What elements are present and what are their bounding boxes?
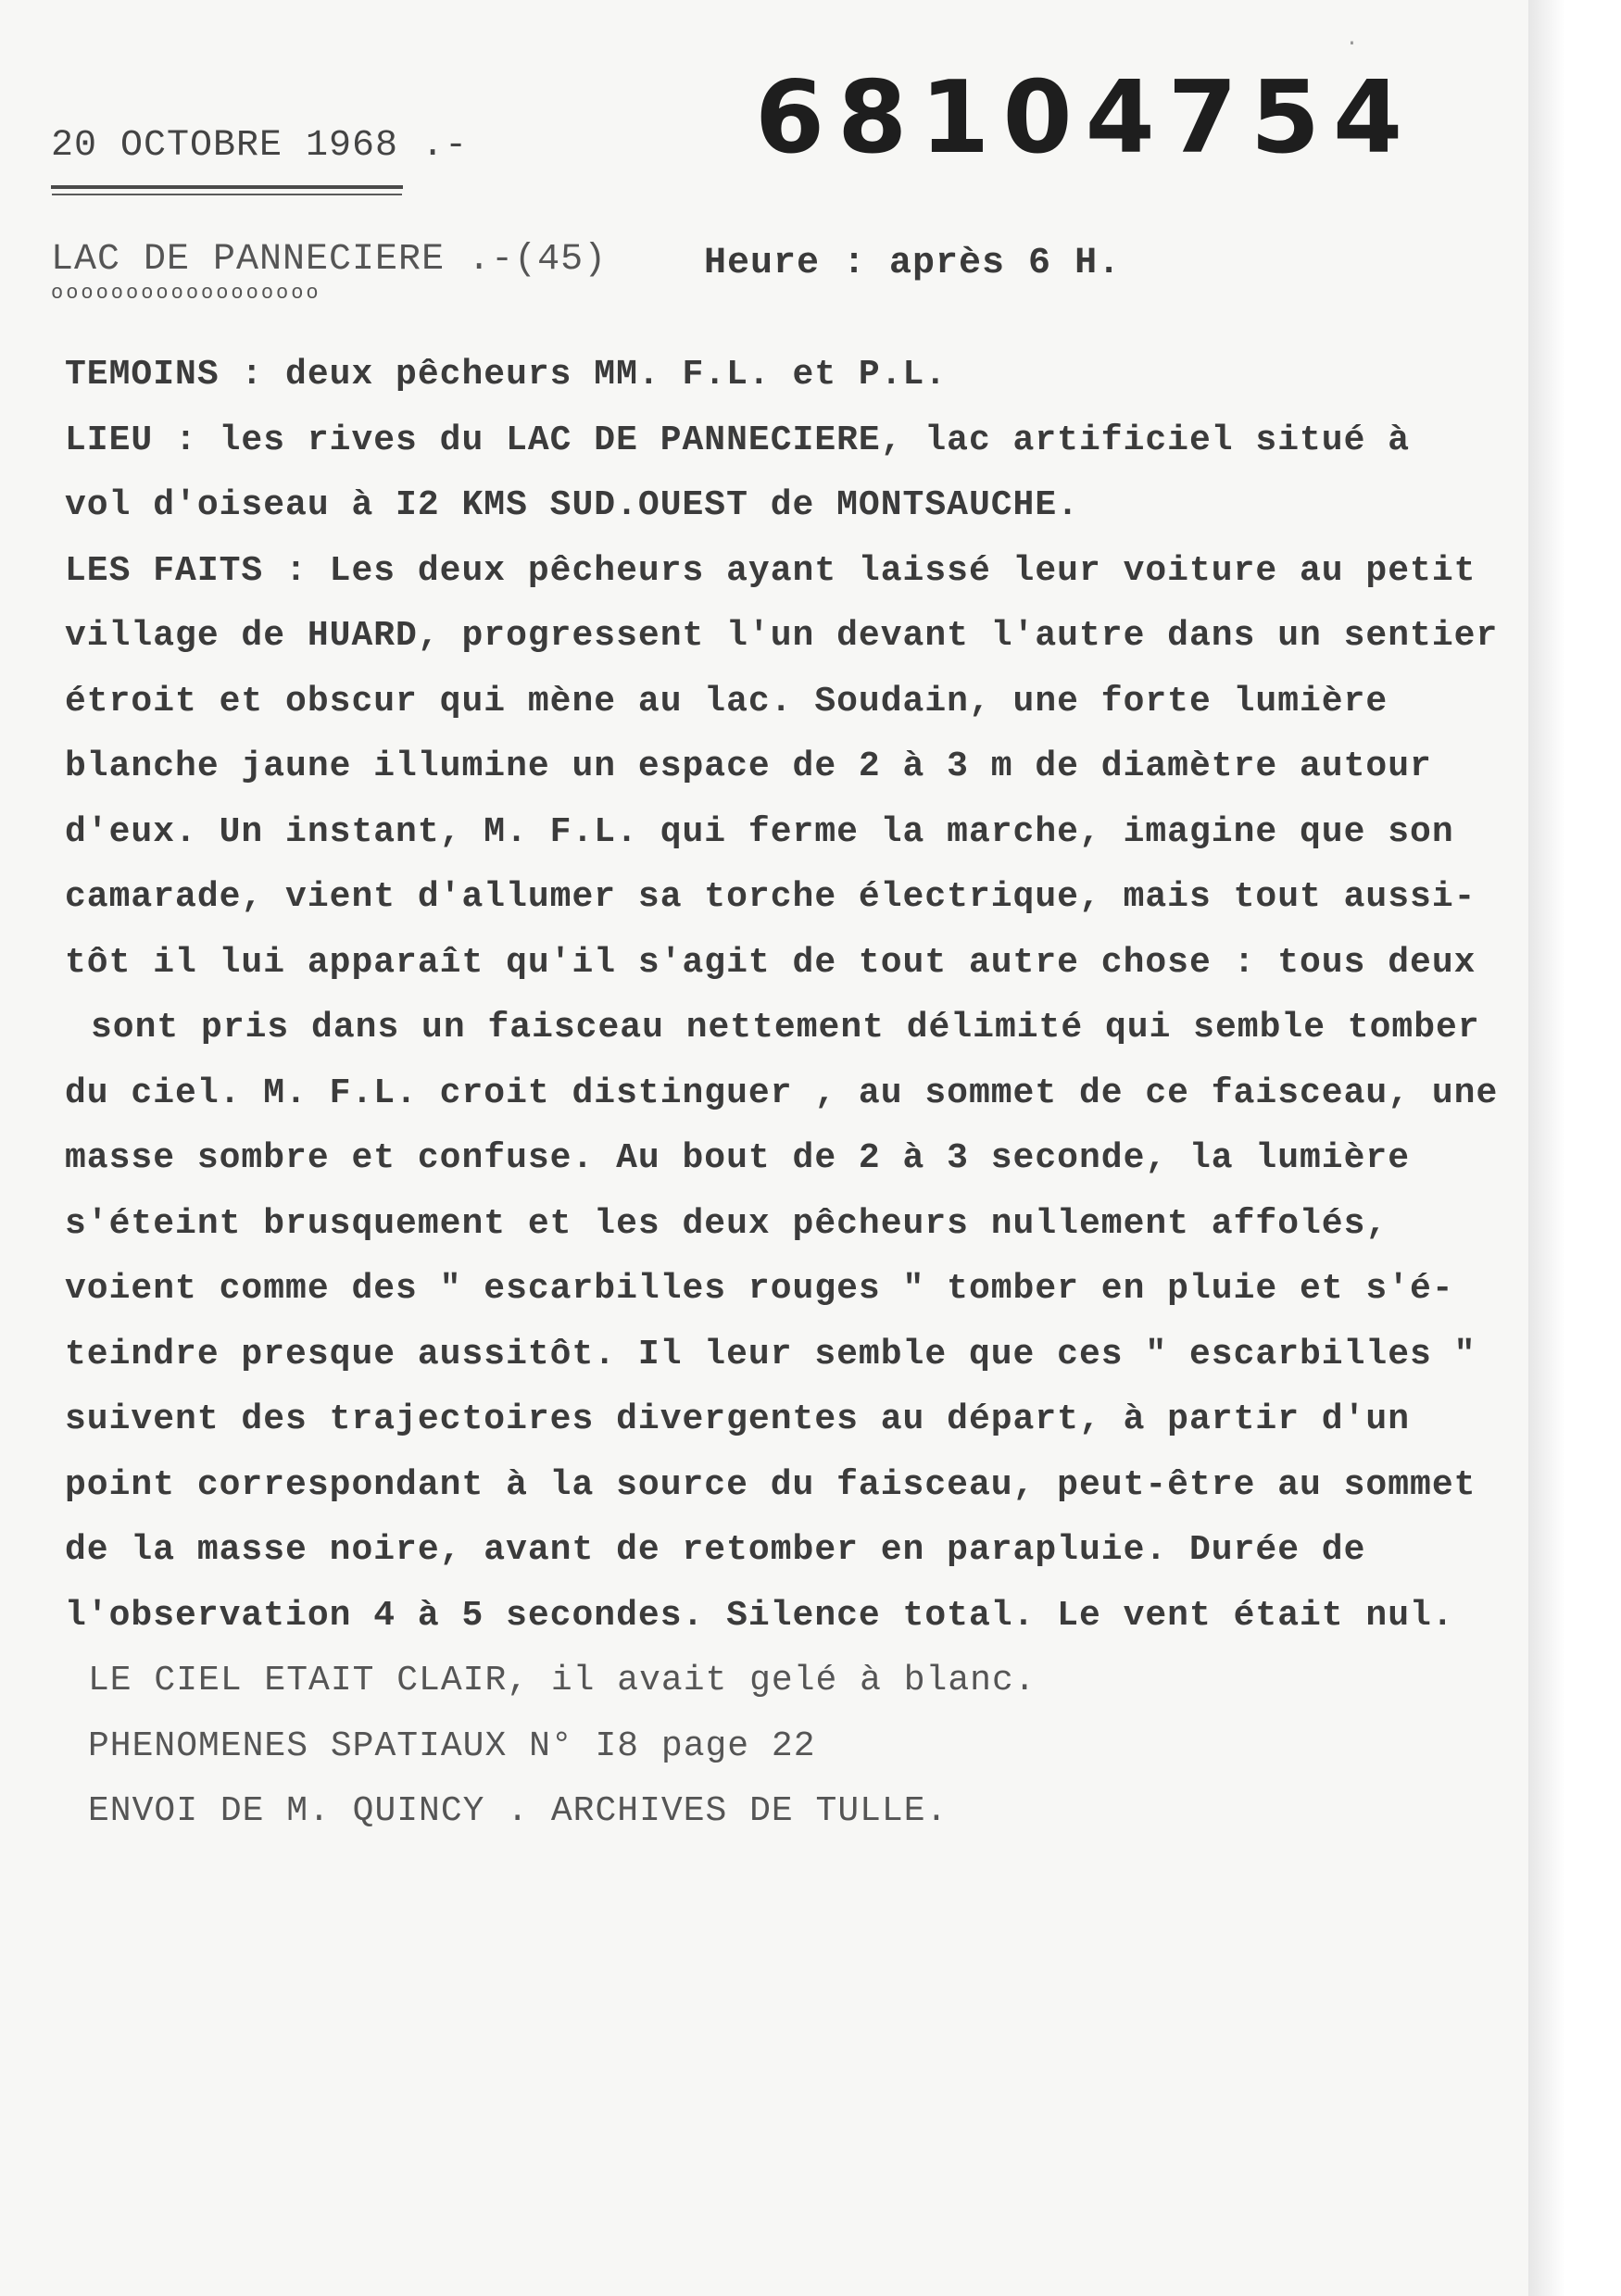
reference-number: 68104754: [755, 60, 1416, 176]
body-line: TEMOINS : deux pêcheurs MM. F.L. et P.L.: [65, 355, 948, 395]
body-line: LES FAITS : Les deux pêcheurs ayant laissé leur voiture au petit: [65, 550, 1476, 591]
footer-line: LE CIEL ETAIT CLAIR, il avait gelé à blanc.: [88, 1661, 1037, 1700]
footer-line: ENVOI DE M. QUINCY . ARCHIVES DE TULLE.: [88, 1791, 949, 1831]
body-line: masse sombre et confuse. Au bout de 2 à 3 seconde, la lumière: [65, 1138, 1411, 1178]
body-line: voient comme des " escarbilles rouges " tomber en pluie et s'é-: [65, 1269, 1454, 1309]
scan-speck: ·: [1348, 28, 1356, 58]
location-heading: LAC DE PANNECIERE .-(45): [51, 239, 608, 281]
circle-underline: oooooooooooooooooo: [51, 282, 321, 305]
body-line: de la masse noire, avant de retomber en parapluie. Durée de: [65, 1530, 1366, 1570]
report-footer: [65, 1649, 1510, 1845]
body-line: LIEU : les rives du LAC DE PANNECIERE, lac artificiel situé à: [65, 420, 1411, 460]
body-line: camarade, vient d'allumer sa torche électrique, mais tout aussi-: [65, 877, 1476, 917]
body-line: point correspondant à la source du faisceau, peut-être au sommet: [65, 1464, 1476, 1505]
scan-edge: [1528, 0, 1621, 2296]
body-line: blanche jaune illumine un espace de 2 à 3 m de diamètre autour: [65, 747, 1432, 786]
body-line: l'observation 4 à 5 secondes. Silence total. Le vent était nul.: [65, 1595, 1454, 1636]
body-line: s'éteint brusquement et les deux pêcheurs nullement affolés,: [65, 1203, 1389, 1244]
body-line: suivent des trajectoires divergentes au départ, à partir d'un: [65, 1399, 1411, 1439]
footer-line: PHENOMENES SPATIAUX N° I8 page 22: [88, 1725, 816, 1766]
body-line: village de HUARD, progressent l'un devant l'autre dans un sentier: [65, 616, 1499, 656]
date-underline: [51, 185, 403, 189]
document-date: 20 OCTOBRE 1968 .-: [51, 125, 469, 167]
body-line: vol d'oiseau à I2 KMS SUD.OUEST de MONTSAUCHE.: [65, 485, 1079, 525]
body-line: d'eux. Un instant, M. F.L. qui ferme la marche, imagine que son: [65, 811, 1454, 852]
body-line: sont pris dans un faisceau nettement délimité qui semble tomber: [91, 1008, 1480, 1048]
hour-label: Heure : après 6 H.: [704, 243, 1122, 284]
body-line: étroit et obscur qui mène au lac. Soudain, une forte lumière: [65, 681, 1389, 721]
report-body: [65, 343, 1510, 1845]
body-line: du ciel. M. F.L. croit distinguer , au sommet de ce faisceau, une: [65, 1073, 1499, 1113]
body-line: teindre presque aussitôt. Il leur semble que ces " escarbilles ": [65, 1334, 1476, 1374]
body-line: tôt il lui apparaît qu'il s'agit de tout autre chose : tous deux: [65, 942, 1476, 983]
